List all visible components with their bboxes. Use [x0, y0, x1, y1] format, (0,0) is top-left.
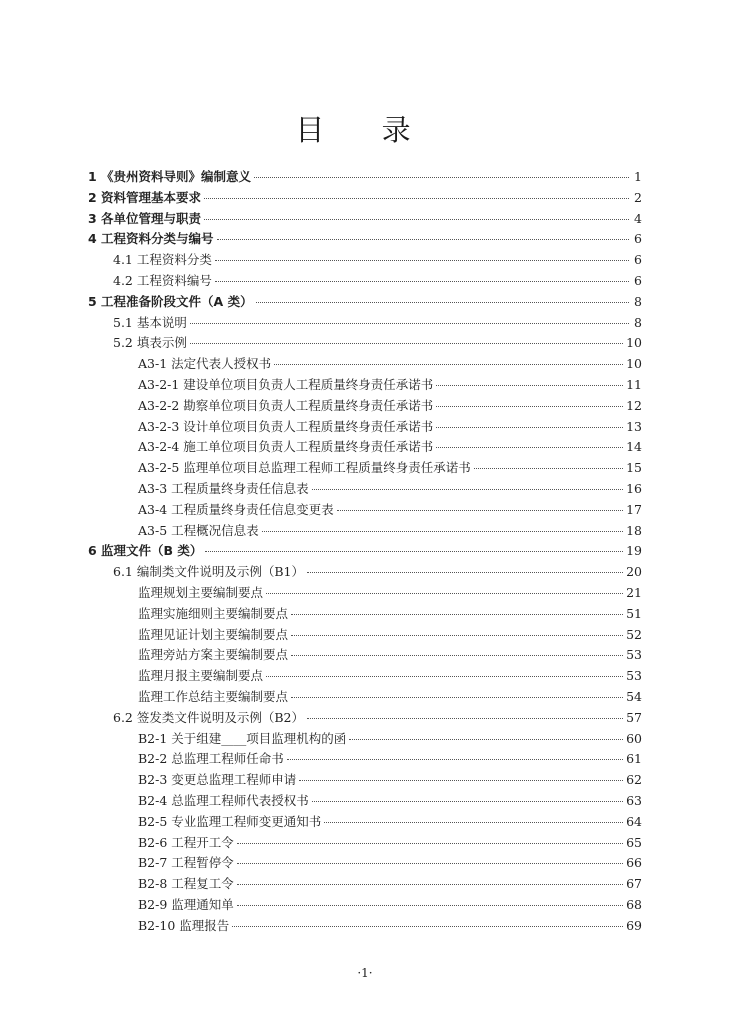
toc-entry-page: 62: [626, 772, 642, 788]
toc-entry[interactable]: [138, 874, 642, 894]
toc-entry[interactable]: [138, 396, 642, 416]
toc-entry-label: B2-2 总监理工程师任命书: [138, 751, 284, 767]
dot-leader: [349, 739, 623, 740]
toc-entry[interactable]: [138, 895, 642, 915]
toc-entry-label: B2-10 监理报告: [138, 917, 230, 933]
toc-entry-page: 21: [626, 585, 642, 600]
toc-entry-page: 20: [626, 564, 642, 580]
toc-entry-page: 10: [626, 335, 642, 351]
toc-entry-page: 11: [626, 377, 642, 392]
dot-leader: [237, 843, 623, 844]
dot-leader: [474, 468, 623, 469]
toc-entry-page: 51: [626, 605, 642, 621]
dot-leader: [190, 343, 623, 344]
toc-entry[interactable]: [138, 417, 642, 437]
toc-entry-label: 4.2 工程资料编号: [113, 273, 212, 288]
dot-leader: [436, 447, 623, 448]
dot-leader: [266, 676, 623, 677]
toc-entry-label: B2-4 总监理工程师代表授权书: [138, 793, 309, 808]
dot-leader: [291, 614, 623, 615]
toc-entry-page: 6: [634, 231, 642, 247]
toc-entry[interactable]: [138, 583, 642, 603]
dot-leader: [324, 822, 623, 823]
toc-entry-label: 2 资料管理基本要求: [88, 189, 202, 205]
dot-leader: [204, 219, 629, 220]
toc-entry[interactable]: [138, 354, 642, 374]
toc-title: 目 录: [295, 113, 435, 147]
toc-entry-label: A3-2-5 监理单位项目总监理工程师工程质量终身责任承诺书: [138, 460, 471, 476]
toc-entry-page: 53: [626, 647, 642, 663]
toc-entry[interactable]: [88, 229, 642, 249]
toc-entry-label: A3-2-4 施工单位项目负责人工程质量终身责任承诺书: [138, 439, 434, 455]
toc-entry[interactable]: [138, 687, 642, 707]
toc-entry[interactable]: [113, 250, 642, 270]
toc-entry-label: 5.2 填表示例: [113, 335, 187, 351]
dot-leader: [237, 863, 623, 864]
toc-entry-page: 16: [626, 481, 642, 496]
toc-entry-label: B2-9 监理通知单: [138, 897, 234, 912]
toc-entry[interactable]: [138, 729, 642, 749]
dot-leader: [205, 551, 623, 552]
toc-entry-page: 2: [634, 189, 642, 205]
toc-entry-page: 14: [626, 439, 642, 455]
toc-entry[interactable]: [138, 916, 642, 936]
toc-entry[interactable]: [138, 666, 642, 686]
toc-entry[interactable]: [138, 791, 642, 811]
toc-entry-page: 10: [626, 356, 642, 372]
toc-entry[interactable]: [138, 604, 642, 624]
toc-entry-label: A3-1 法定代表人授权书: [138, 356, 272, 372]
toc-entry-page: 53: [626, 668, 642, 684]
toc-entry-label: B2-8 工程复工令: [138, 876, 234, 892]
dot-leader: [307, 572, 623, 573]
toc-entry-label: 4.1 工程资料分类: [113, 252, 212, 268]
toc-entry[interactable]: [113, 333, 642, 353]
toc-entry-page: 60: [626, 730, 642, 746]
toc-entry-page: 61: [626, 751, 642, 767]
toc-entry[interactable]: [138, 375, 642, 395]
dot-leader: [237, 905, 623, 906]
toc-entry-label: 6.1 编制类文件说明及示例（B1）: [113, 564, 304, 580]
toc-entry-page: 52: [626, 626, 642, 642]
dot-leader: [274, 364, 623, 365]
dot-leader: [204, 198, 629, 199]
toc-entry-page: 19: [626, 543, 642, 559]
toc-entry[interactable]: [113, 271, 642, 291]
dot-leader: [291, 635, 623, 636]
toc-entry-page: 13: [626, 418, 642, 434]
dot-leader: [291, 655, 623, 656]
toc-entry-label: A3-4 工程质量终身责任信息变更表: [138, 501, 334, 517]
toc-entry-label: 监理规划主要编制要点: [138, 585, 264, 600]
dot-leader: [266, 593, 623, 594]
toc-entry[interactable]: [88, 167, 642, 187]
toc-entry-label: 监理工作总结主要编制要点: [138, 689, 289, 704]
dot-leader: [262, 531, 623, 532]
toc-entry-label: 监理月报主要编制要点: [138, 668, 264, 684]
toc-entry-page: 54: [626, 689, 642, 704]
toc-entry-page: 69: [626, 917, 642, 933]
toc-entry-label: B2-3 变更总监理工程师申请: [138, 772, 297, 788]
dot-leader: [254, 177, 629, 178]
toc-entry[interactable]: [88, 188, 642, 208]
toc-entry[interactable]: [138, 853, 642, 873]
toc-entry[interactable]: [138, 645, 642, 665]
toc-entry-page: 18: [626, 522, 642, 538]
toc-entry-page: 66: [626, 855, 642, 871]
toc-entry[interactable]: [138, 437, 642, 457]
dot-leader: [237, 884, 623, 885]
page-number-footer: ·1·: [357, 966, 373, 980]
dot-leader: [312, 489, 623, 490]
toc-entry-page: 57: [626, 709, 642, 725]
toc-entry-page: 1: [634, 169, 642, 184]
dot-leader: [436, 406, 623, 407]
toc-entry-page: 4: [634, 210, 642, 226]
toc-entry-page: 6: [634, 273, 642, 288]
dot-leader: [312, 801, 623, 802]
toc-entry[interactable]: [113, 313, 642, 333]
toc-entry[interactable]: [138, 500, 642, 520]
toc-entry-label: B2-7 工程暂停令: [138, 855, 234, 871]
toc-entry[interactable]: [113, 708, 642, 728]
toc-entry[interactable]: [88, 292, 642, 312]
dot-leader: [256, 302, 629, 303]
dot-leader: [232, 926, 623, 927]
toc-entry-page: 12: [626, 397, 642, 413]
toc-entry[interactable]: [138, 521, 642, 541]
toc-entry[interactable]: [113, 562, 642, 582]
toc-entry[interactable]: [138, 770, 642, 790]
dot-leader: [436, 427, 623, 428]
toc-entry-label: B2-1 关于组建____项目监理机构的函: [138, 730, 347, 746]
toc-entry-page: 68: [626, 897, 642, 912]
toc-entry-label: A3-3 工程质量终身责任信息表: [138, 481, 309, 496]
dot-leader: [299, 780, 623, 781]
toc-entry[interactable]: [138, 625, 642, 645]
toc-entry-label: 监理旁站方案主要编制要点: [138, 647, 289, 663]
toc-entry-label: 6 监理文件（B 类）: [88, 543, 203, 559]
toc-entry-label: B2-6 工程开工令: [138, 834, 234, 850]
toc-entry-label: 4 工程资料分类与编号: [88, 231, 214, 247]
toc-entry-label: 5 工程准备阶段文件（A 类）: [88, 293, 253, 309]
toc-entry-page: 63: [626, 793, 642, 808]
toc-entry-label: 6.2 签发类文件说明及示例（B2）: [113, 709, 304, 725]
toc-entry-label: A3-5 工程概况信息表: [138, 522, 259, 538]
toc-entry[interactable]: [138, 458, 642, 478]
dot-leader: [215, 260, 629, 261]
dot-leader: [190, 323, 629, 324]
dot-leader: [337, 510, 623, 511]
toc-entry-label: A3-2-1 建设单位项目负责人工程质量终身责任承诺书: [138, 377, 434, 392]
toc-entry-label: B2-5 专业监理工程师变更通知书: [138, 813, 322, 829]
toc-entry-page: 65: [626, 834, 642, 850]
toc-entry-page: 8: [634, 293, 642, 309]
toc-entry[interactable]: [88, 209, 642, 229]
toc-entry-label: 监理实施细则主要编制要点: [138, 605, 289, 621]
toc-entry-label: 3 各单位管理与职责: [88, 210, 202, 226]
toc-entry-page: 67: [626, 876, 642, 892]
dot-leader: [287, 759, 623, 760]
toc-entry-page: 15: [626, 460, 642, 476]
dot-leader: [307, 718, 623, 719]
toc-entry-page: 6: [634, 252, 642, 268]
toc-entry-page: 64: [626, 813, 642, 829]
dot-leader: [217, 239, 629, 240]
toc-entry-label: 5.1 基本说明: [113, 314, 187, 330]
toc-entry[interactable]: [88, 541, 642, 561]
toc-entry[interactable]: [138, 833, 642, 853]
dot-leader: [436, 385, 623, 386]
toc-entry[interactable]: [138, 749, 642, 769]
toc-entry-page: 17: [626, 501, 642, 517]
dot-leader: [215, 281, 629, 282]
toc-entry-label: 1 《贵州资料导则》编制意义: [88, 169, 252, 184]
toc-entry-page: 8: [634, 314, 642, 330]
dot-leader: [291, 697, 623, 698]
toc-entry[interactable]: [138, 812, 642, 832]
toc-entry-label: A3-2-2 勘察单位项目负责人工程质量终身责任承诺书: [138, 397, 434, 413]
toc-entry-label: A3-2-3 设计单位项目负责人工程质量终身责任承诺书: [138, 418, 434, 434]
toc-entry[interactable]: [138, 479, 642, 499]
toc-entry-label: 监理见证计划主要编制要点: [138, 626, 289, 642]
